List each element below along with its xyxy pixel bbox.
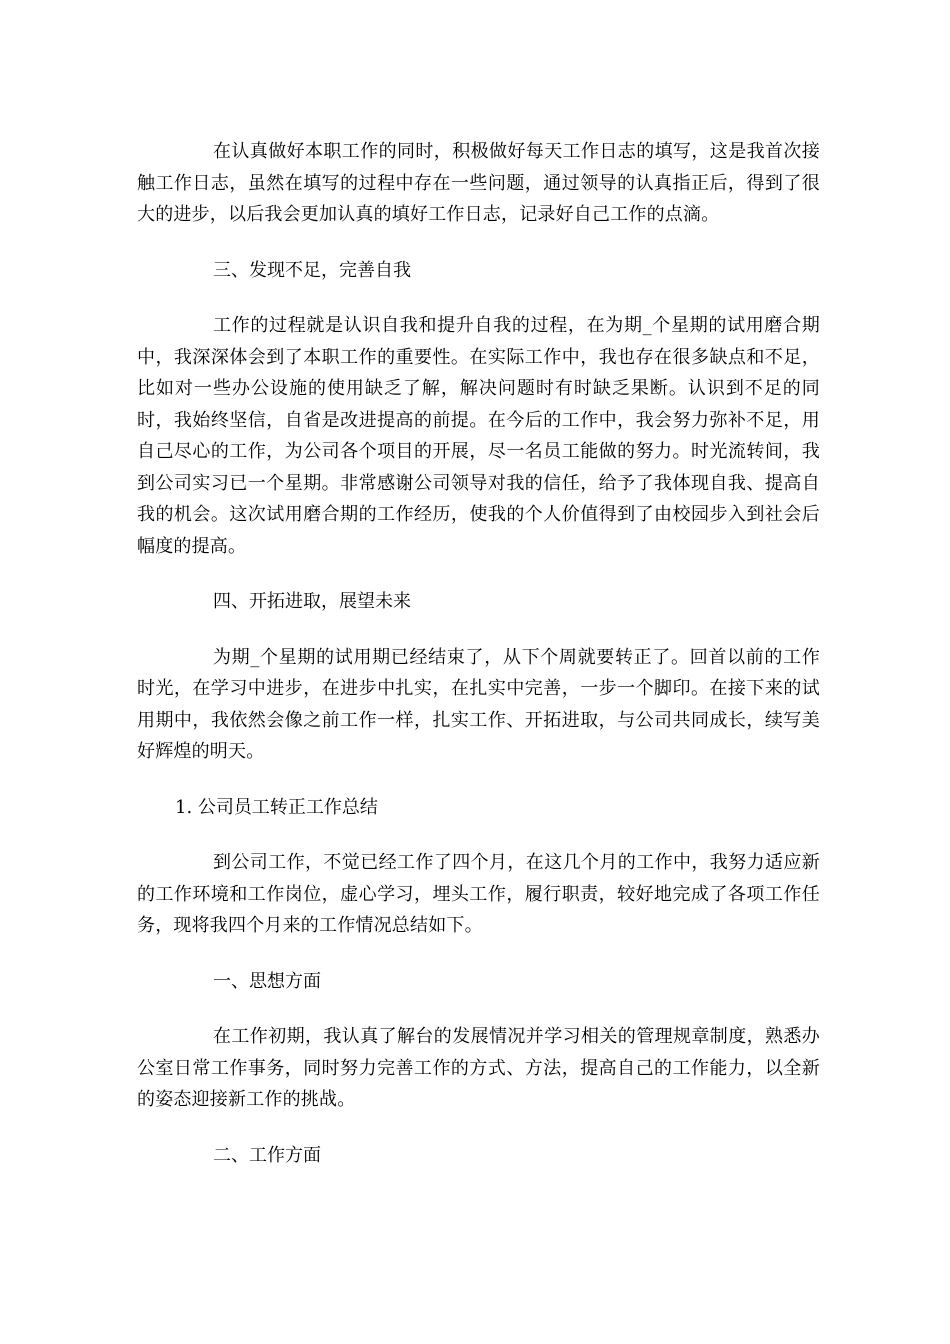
paragraph-four-months-summary: 到公司工作，不觉已经工作了四个月，在这几个月的工作中，我努力适应新的工作环境和工作岗位，虚心学习，埋头工作，履行职责，较好地完成了各项工作任务，现将我四个月来的工作情况总结如下。	[137, 852, 820, 936]
heading-section-3: 三、发现不足，完善自我	[213, 259, 411, 281]
heading-section-4: 四、开拓进取，展望未来	[213, 591, 411, 612]
heading-work-aspect: 二、工作方面	[213, 1144, 321, 1166]
paragraph-initial-work: 在工作初期，我认真了解台的发展情况并学习相关的管理规章制度，熟悉办公室日常工作事务，同时努力完善工作的方式、方法，提高自己的工作能力，以全新的姿态迎接新工作的挑战。	[137, 1026, 820, 1110]
paragraph-work-log: 在认真做好本职工作的同时，积极做好每天工作日志的填写，这是我首次接触工作日志，虽然在填写的过程中存在一些问题，通过领导的认真指正后，得到了很大的进步，以后我会更加认真的填好工作日志，记录好自己工作的点滴。	[137, 141, 820, 225]
numbered-title-1: 1. 公司员工转正工作总结	[175, 796, 378, 818]
paragraph-self-improvement: 工作的过程就是认识自我和提升自我的过程，在为期_个星期的试用磨合期中，我深深体会到了本职工作的重要性。在实际工作中，我也存在很多缺点和不足，比如对一些办公设施的使用缺乏了解，解决问题时有时缺乏果断。认识到不足的同时，我始终坚信，自省是改进提高的前提。在今后的工作中，我会努力弥补不足，用自己尽心的工作，为公司各个项目的开展，尽一名员工能做的努力。时光流转间，我到公司实习已一个星期。非常感谢公司领导对我的信任，给予了我体现自我、提高自我的机会。这次试用磨合期的工作经历，使我的个人价值得到了由校园步入到社会后幅度的提高。	[137, 315, 820, 557]
heading-thought-aspect: 一、思想方面	[213, 970, 321, 992]
document-page	[137, 136, 820, 1195]
paragraph-future-outlook: 为期_个星期的试用期已经结束了，从下个周就要转正了。回首以前的工作时光，在学习中进步，在进步中扎实，在扎实中完善，一步一个脚印。在接下来的试用期中，我依然会像之前工作一样，扎实工作、开拓进取，与公司共同成长，续写美好辉煌的明天。	[137, 646, 820, 762]
